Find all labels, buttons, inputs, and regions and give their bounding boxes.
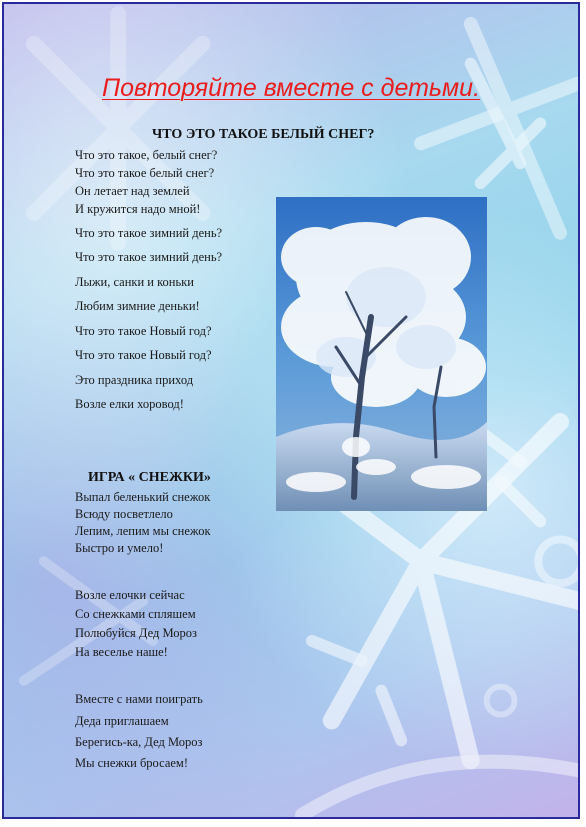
poem1-line: Лыжи, санки и коньки: [75, 275, 194, 289]
poem2-line: Берегись-ка, Дед Мороз: [75, 735, 203, 749]
poem2-line: Полюбуйся Дед Мороз: [75, 626, 197, 640]
poem2-line: Со снежками спляшем: [75, 607, 196, 621]
poem2-line: Всюду посветлело: [75, 507, 173, 521]
page-title: Повторяйте вместе с детьми.: [101, 74, 481, 102]
poem1-line: Что это такое зимний день?: [75, 250, 223, 264]
poem2-line: На веселье наше!: [75, 645, 168, 659]
poem2-line: Выпал беленький снежок: [75, 490, 211, 504]
poem1-line: Возле елки хоровод!: [75, 397, 184, 411]
poem1-line: Это праздника приход: [75, 373, 194, 387]
poem2-line: Лепим, лепим мы снежок: [75, 524, 211, 538]
poem1-line: Что это такое белый снег?: [75, 166, 215, 180]
poem2-line: Вместе с нами поиграть: [75, 692, 203, 706]
poem2-heading: ИГРА « СНЕЖКИ»: [88, 470, 211, 485]
poem1-line: Что это такое Новый год?: [75, 348, 212, 362]
poem1-line: Он летает над землей: [75, 184, 190, 198]
poem1-line: Что это такое Новый год?: [75, 324, 212, 338]
poem1-line: Что это такое зимний день?: [75, 226, 223, 240]
poem1-line: И кружится надо мной!: [75, 202, 201, 216]
poem1-line: Что это такое, белый снег?: [75, 148, 218, 162]
poem1-line: Любим зимние деньки!: [75, 299, 200, 313]
poem2-line: Возле елочки сейчас: [75, 588, 185, 602]
document-page: [2, 2, 580, 819]
poem2-line: Деда приглашаем: [75, 714, 169, 728]
poem1-heading: ЧТО ЭТО ТАКОЕ БЕЛЫЙ СНЕГ?: [152, 127, 375, 142]
poem2-line: Мы снежки бросаем!: [75, 756, 188, 770]
snowy-tree-photo: [276, 197, 487, 511]
poem2-line: Быстро и умело!: [75, 541, 164, 555]
